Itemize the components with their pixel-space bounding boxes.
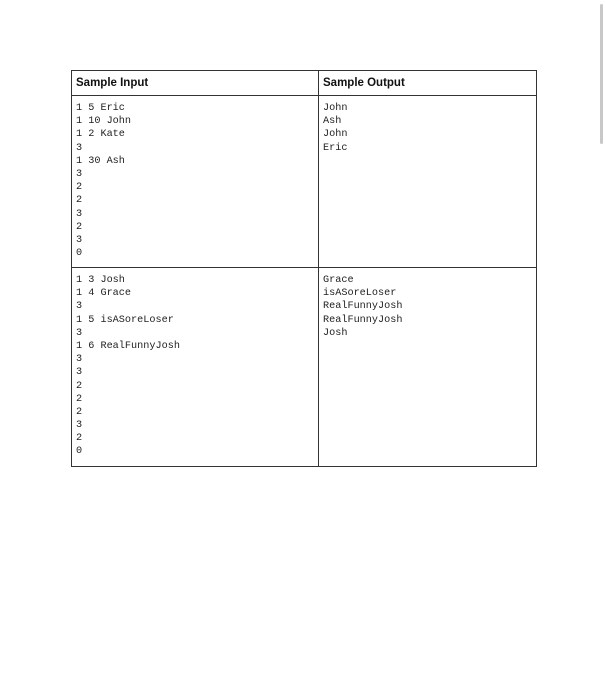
input-line: 1 30 Ash: [76, 155, 125, 167]
input-cell: [72, 268, 319, 467]
input-line: 2: [76, 393, 83, 405]
input-line: 1 10 John: [76, 116, 132, 128]
scrollbar-thumb[interactable]: [600, 4, 603, 144]
input-line: 1 4 Grace: [76, 288, 132, 300]
input-line: 3: [76, 234, 83, 246]
output-line: Eric: [323, 142, 348, 154]
input-line: 3: [76, 354, 83, 366]
input-line: 2: [76, 380, 83, 392]
input-line: 2: [76, 182, 83, 194]
output-cell: [319, 96, 537, 268]
output-cell: [319, 268, 537, 467]
output-line: RealFunnyJosh: [323, 301, 403, 313]
vertical-scrollbar[interactable]: [598, 0, 606, 700]
table-header-row: [72, 71, 537, 96]
header-sample-output: Sample Output: [319, 71, 537, 96]
input-line: 2: [76, 195, 83, 207]
input-line: 3: [76, 142, 83, 154]
input-line: 2: [76, 221, 83, 233]
input-line: 2: [76, 433, 83, 445]
input-line: 3: [76, 301, 83, 313]
table-row: [72, 96, 537, 268]
output-line: John: [323, 103, 348, 114]
output-line: Grace: [323, 275, 354, 286]
input-line: 3: [76, 168, 83, 180]
sample-io-table: [71, 70, 537, 467]
input-line: 3: [76, 327, 83, 339]
input-line: 1 5 Eric: [76, 103, 125, 114]
output-line: isASoreLoser: [323, 288, 397, 300]
input-line: 3: [76, 420, 83, 432]
input-line: 1 3 Josh: [76, 275, 125, 286]
output-line: John: [323, 129, 348, 141]
input-line: 0: [76, 446, 83, 458]
input-line: 2: [76, 406, 83, 418]
input-line: 3: [76, 208, 83, 220]
table-row: [72, 268, 537, 467]
input-cell: [72, 96, 319, 268]
header-sample-input: Sample Input: [72, 71, 319, 96]
output-line: RealFunnyJosh: [323, 314, 403, 326]
input-line: 3: [76, 367, 83, 379]
input-line: 1 2 Kate: [76, 129, 125, 141]
input-line: 1 5 isASoreLoser: [76, 314, 174, 326]
input-line: 0: [76, 248, 83, 260]
output-line: Ash: [323, 116, 342, 128]
input-line: 1 6 RealFunnyJosh: [76, 340, 180, 352]
output-line: Josh: [323, 327, 348, 339]
